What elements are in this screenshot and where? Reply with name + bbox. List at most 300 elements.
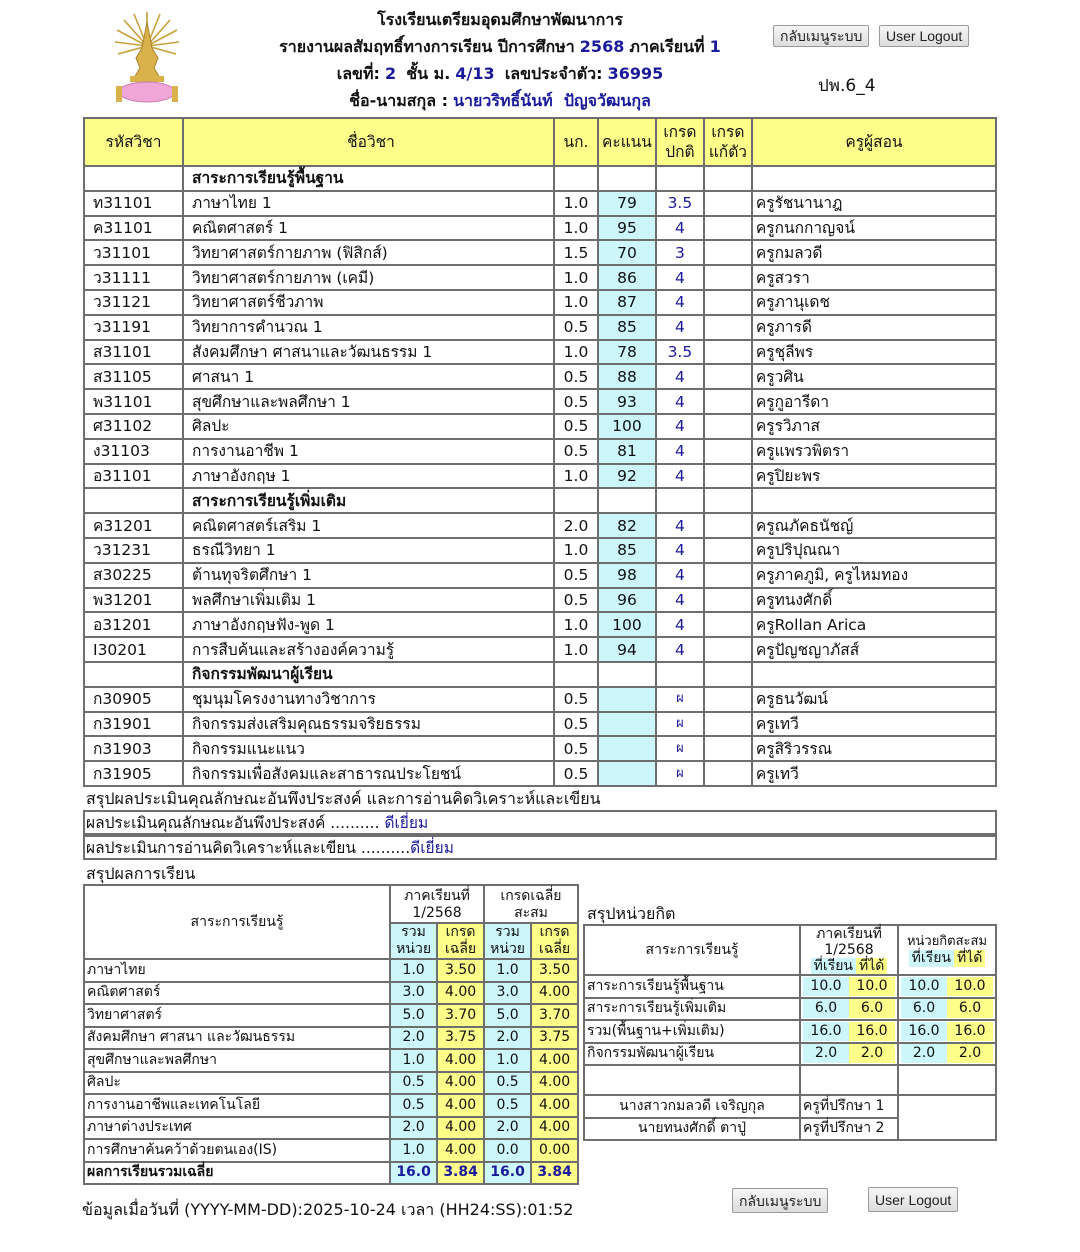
summary-title: สรุปผลการเรียน bbox=[86, 864, 196, 883]
course-credits: 0.5 bbox=[554, 389, 598, 414]
credits-cum-earned: 10.0 bbox=[947, 977, 993, 996]
course-retake-grade bbox=[704, 216, 752, 241]
course-row bbox=[84, 588, 996, 613]
summary-cum-units: 1.0 bbox=[484, 1049, 531, 1072]
summary-subject: การงานอาชีพและเทคโนโลยี bbox=[84, 1094, 390, 1117]
summary-sem-gpa: 4.00 bbox=[437, 1139, 484, 1162]
col-grade-normal: เกรด ปกติ bbox=[656, 118, 704, 166]
course-retake-grade bbox=[704, 290, 752, 315]
course-score: 94 bbox=[598, 637, 656, 662]
course-score: 98 bbox=[598, 563, 656, 588]
course-row bbox=[84, 240, 996, 265]
credits-cum-enrolled: 2.0 bbox=[901, 1044, 947, 1063]
course-teacher: ครูรัชนานาฎ bbox=[752, 191, 996, 216]
course-credits: 1.0 bbox=[554, 612, 598, 637]
course-credits: 1.5 bbox=[554, 240, 598, 265]
course-grade: 3 bbox=[656, 240, 704, 265]
credits-sem-earned: 10.0 bbox=[849, 977, 895, 996]
group-header-row bbox=[84, 488, 996, 513]
course-retake-grade bbox=[704, 687, 752, 712]
course-retake-grade bbox=[704, 191, 752, 216]
course-retake-grade bbox=[704, 712, 752, 737]
course-retake-grade bbox=[704, 513, 752, 538]
course-credits: 1.0 bbox=[554, 191, 598, 216]
credits-subject: สาระการเรียนรู้เพิ่มเติม bbox=[584, 998, 800, 1021]
course-credits: 1.0 bbox=[554, 265, 598, 290]
course-teacher: ครูแพรวพิตรา bbox=[752, 439, 996, 464]
course-credits: 1.0 bbox=[554, 340, 598, 365]
course-grade: 4 bbox=[656, 389, 704, 414]
group-title: กิจกรรมพัฒนาผู้เรียน bbox=[183, 662, 554, 687]
course-teacher: ครูกนกกาญจน์ bbox=[752, 216, 996, 241]
course-name: คณิตศาสตร์ 1 bbox=[183, 216, 554, 241]
summary-sem-units: 1.0 bbox=[390, 959, 437, 982]
school-name: โรงเรียนเตรียมอุดมศึกษาพัฒนาการ bbox=[377, 10, 623, 29]
col-credits: นก. bbox=[554, 118, 598, 166]
course-row bbox=[84, 464, 996, 489]
course-code: ค31201 bbox=[84, 513, 183, 538]
course-credits: 0.5 bbox=[554, 364, 598, 389]
credits-cum-enrolled: 16.0 bbox=[901, 1022, 947, 1041]
course-retake-grade bbox=[704, 389, 752, 414]
course-row bbox=[84, 315, 996, 340]
credits-sem-enrolled: 16.0 bbox=[803, 1022, 849, 1041]
summary-subject: การศึกษาค้นคว้าด้วยตนเอง(IS) bbox=[84, 1139, 390, 1162]
course-teacher: ครูสิริวรรณ bbox=[752, 736, 996, 761]
course-code: ศ31102 bbox=[84, 414, 183, 439]
course-grade: 4 bbox=[656, 216, 704, 241]
summary-subject: คณิตศาสตร์ bbox=[84, 982, 390, 1005]
summary-sem-units: 1.0 bbox=[390, 1139, 437, 1162]
course-retake-grade bbox=[704, 538, 752, 563]
summary-sem-units: 5.0 bbox=[390, 1004, 437, 1027]
summary-row bbox=[84, 1117, 578, 1140]
course-name: ศิลปะ bbox=[183, 414, 554, 439]
course-score bbox=[598, 687, 656, 712]
course-score: 93 bbox=[598, 389, 656, 414]
summary-cum-units: 2.0 bbox=[484, 1027, 531, 1050]
summary-cum-gpa: 4.00 bbox=[531, 1072, 578, 1095]
course-grade: ผ bbox=[656, 736, 704, 761]
course-code: อ31201 bbox=[84, 612, 183, 637]
course-grade: 4 bbox=[656, 612, 704, 637]
summary-sub-cum-units: รวม หน่วย bbox=[484, 923, 531, 959]
course-grade: ผ bbox=[656, 687, 704, 712]
summary-sem-units: 3.0 bbox=[390, 982, 437, 1005]
course-credits: 0.5 bbox=[554, 315, 598, 340]
student-name: นายวริทธิ์นันท์ ปัญจวัฒนกุล bbox=[453, 91, 651, 110]
student-class: 4/13 bbox=[455, 64, 495, 83]
course-code: ส31105 bbox=[84, 364, 183, 389]
summary-sem-gpa: 3.75 bbox=[437, 1027, 484, 1050]
course-retake-grade bbox=[704, 240, 752, 265]
course-score: 88 bbox=[598, 364, 656, 389]
course-code: ง31103 bbox=[84, 439, 183, 464]
course-retake-grade bbox=[704, 563, 752, 588]
course-name: ธรณีวิทยา 1 bbox=[183, 538, 554, 563]
course-teacher: ครูกมลวดี bbox=[752, 240, 996, 265]
credits-sem-enrolled: 10.0 bbox=[803, 977, 849, 996]
course-score: 78 bbox=[598, 340, 656, 365]
course-name: วิทยาศาสตร์ชีวภาพ bbox=[183, 290, 554, 315]
course-name: ภาษาอังกฤษ 1 bbox=[183, 464, 554, 489]
grades-table-header bbox=[84, 118, 996, 166]
course-code: ค31101 bbox=[84, 216, 183, 241]
data-timestamp: ข้อมูลเมื่อวันที่ (YYYY-MM-DD):2025-10-24 เวลา (HH24:SS):01:52 bbox=[82, 1200, 574, 1219]
course-teacher: ครูวศิน bbox=[752, 364, 996, 389]
course-retake-grade bbox=[704, 464, 752, 489]
summary-subject: วิทยาศาสตร์ bbox=[84, 1004, 390, 1027]
summary-sem-gpa: 4.00 bbox=[437, 1117, 484, 1140]
credits-sem-enrolled: 6.0 bbox=[803, 999, 849, 1018]
credits-sem-earned: 6.0 bbox=[849, 999, 895, 1018]
course-teacher: ครูทนงศักดิ์ bbox=[752, 588, 996, 613]
credits-summary-title: สรุปหน่วยกิต bbox=[587, 904, 676, 923]
credits-cum-earned: 2.0 bbox=[947, 1044, 993, 1063]
course-teacher: ครูธนวัฒน์ bbox=[752, 687, 996, 712]
evaluation-section-title: สรุปผลประเมินคุณลักษณะอันพึงประสงค์ และการอ่านคิดวิเคราะห์และเขียน bbox=[86, 789, 601, 808]
summary-cum-gpa: 3.75 bbox=[531, 1027, 578, 1050]
course-teacher: ครูณภัคธนัชญ์ bbox=[752, 513, 996, 538]
course-code: ก30905 bbox=[84, 687, 183, 712]
course-score: 79 bbox=[598, 191, 656, 216]
course-retake-grade bbox=[704, 736, 752, 761]
credits-cum-earned: 6.0 bbox=[947, 999, 993, 1018]
course-code: ว31111 bbox=[84, 265, 183, 290]
course-grade: ผ bbox=[656, 761, 704, 786]
course-name: กิจกรรมเพื่อสังคมและสาธารณประโยชน์ bbox=[183, 761, 554, 786]
course-name: ชุมนุมโครงงานทางวิชาการ bbox=[183, 687, 554, 712]
course-row bbox=[84, 712, 996, 737]
course-name: กิจกรรมแนะแนว bbox=[183, 736, 554, 761]
summary-sem-gpa: 4.00 bbox=[437, 1094, 484, 1117]
credits-cum-enrolled: 10.0 bbox=[901, 977, 947, 996]
course-retake-grade bbox=[704, 761, 752, 786]
course-grade: 4 bbox=[656, 637, 704, 662]
credits-sem-enrolled: 2.0 bbox=[803, 1044, 849, 1063]
course-code: ส30225 bbox=[84, 563, 183, 588]
course-retake-grade bbox=[704, 439, 752, 464]
summary-sub-cum-gpa: เกรด เฉลี่ย bbox=[531, 923, 578, 959]
course-code: ว31191 bbox=[84, 315, 183, 340]
course-grade: 4 bbox=[656, 315, 704, 340]
course-score: 85 bbox=[598, 315, 656, 340]
course-grade: 4 bbox=[656, 265, 704, 290]
course-name: ภาษาอังกฤษฟัง-พูด 1 bbox=[183, 612, 554, 637]
course-grade: 4 bbox=[656, 290, 704, 315]
summary-col-cumulative: เกรดเฉลี่ย สะสม bbox=[484, 885, 578, 923]
course-credits: 2.0 bbox=[554, 513, 598, 538]
course-teacher: ครูปัญชญาภัสส์ bbox=[752, 637, 996, 662]
desired-characteristics-value: ดีเยี่ยม bbox=[379, 814, 429, 832]
course-score: 100 bbox=[598, 612, 656, 637]
course-name: ภาษาไทย 1 bbox=[183, 191, 554, 216]
summary-cum-gpa: 4.00 bbox=[531, 982, 578, 1005]
course-row bbox=[84, 265, 996, 290]
summary-cum-units: 1.0 bbox=[484, 959, 531, 982]
summary-total-row: ผลการเรียนรวมเฉลี่ย 16.0 3.84 16.0 3.84 bbox=[84, 1162, 578, 1185]
course-row bbox=[84, 736, 996, 761]
course-score: 100 bbox=[598, 414, 656, 439]
footer-user-logout-button[interactable]: User Logout bbox=[868, 1187, 958, 1212]
course-score: 81 bbox=[598, 439, 656, 464]
course-score: 85 bbox=[598, 538, 656, 563]
col-name: ชื่อวิชา bbox=[183, 118, 554, 166]
summary-row bbox=[84, 1094, 578, 1117]
course-grade: 3.5 bbox=[656, 340, 704, 365]
course-retake-grade bbox=[704, 637, 752, 662]
credits-row bbox=[584, 975, 996, 998]
course-credits: 0.5 bbox=[554, 588, 598, 613]
course-credits: 1.0 bbox=[554, 637, 598, 662]
course-row bbox=[84, 340, 996, 365]
course-row bbox=[84, 414, 996, 439]
course-score bbox=[598, 712, 656, 737]
summary-sem-units: 2.0 bbox=[390, 1027, 437, 1050]
credits-blank-row bbox=[584, 1065, 996, 1095]
summary-cum-gpa: 4.00 bbox=[531, 1049, 578, 1072]
course-credits: 1.0 bbox=[554, 216, 598, 241]
summary-cum-units: 2.0 bbox=[484, 1117, 531, 1140]
course-name: ศาสนา 1 bbox=[183, 364, 554, 389]
course-grade: 4 bbox=[656, 464, 704, 489]
course-code: ว31121 bbox=[84, 290, 183, 315]
credits-subject: รวม(พื้นฐาน+เพิ่มเติม) bbox=[584, 1020, 800, 1043]
course-credits: 0.5 bbox=[554, 736, 598, 761]
credits-subject: สาระการเรียนรู้พื้นฐาน bbox=[584, 975, 800, 998]
course-name: วิทยาการคำนวณ 1 bbox=[183, 315, 554, 340]
course-row bbox=[84, 216, 996, 241]
course-code: ก31901 bbox=[84, 712, 183, 737]
summary-row bbox=[84, 1027, 578, 1050]
course-code: ก31905 bbox=[84, 761, 183, 786]
back-to-menu-button[interactable]: กลับเมนูระบบ bbox=[773, 25, 869, 47]
summary-sem-gpa: 3.70 bbox=[437, 1004, 484, 1027]
course-credits: 0.5 bbox=[554, 414, 598, 439]
summary-sem-gpa: 4.00 bbox=[437, 982, 484, 1005]
summary-cum-gpa: 4.00 bbox=[531, 1117, 578, 1140]
academic-year: 2568 bbox=[579, 37, 625, 56]
course-code: ว31231 bbox=[84, 538, 183, 563]
summary-cum-units: 3.0 bbox=[484, 982, 531, 1005]
course-grade: 3.5 bbox=[656, 191, 704, 216]
student-number: 2 bbox=[384, 64, 397, 83]
summary-subject: ภาษาต่างประเทศ bbox=[84, 1117, 390, 1140]
summary-sem-gpa: 4.00 bbox=[437, 1049, 484, 1072]
course-score: 95 bbox=[598, 216, 656, 241]
course-code: พ31101 bbox=[84, 389, 183, 414]
summary-cum-gpa: 3.70 bbox=[531, 1004, 578, 1027]
course-teacher: ครูรวิภาส bbox=[752, 414, 996, 439]
group-header-row bbox=[84, 166, 996, 191]
course-name: การสืบค้นและสร้างองค์ความรู้ bbox=[183, 637, 554, 662]
group-title: สาระการเรียนรู้เพิ่มเติม bbox=[183, 488, 554, 513]
report-title: รายงานผลสัมฤทธิ์ทางการเรียน ปีการศึกษา 2568 ภาคเรียนที่ 1 bbox=[279, 37, 721, 56]
course-name: สุขศึกษาและพลศึกษา 1 bbox=[183, 389, 554, 414]
student-name-line: ชื่อ-นามสกุล : นายวริทธิ์นันท์ ปัญจวัฒนกุล bbox=[349, 91, 651, 110]
course-credits: 1.0 bbox=[554, 464, 598, 489]
course-teacher: ครูภานุเดช bbox=[752, 290, 996, 315]
student-id: 36995 bbox=[607, 64, 664, 83]
course-teacher: ครูกูอารีดา bbox=[752, 389, 996, 414]
course-score: 96 bbox=[598, 588, 656, 613]
col-grade-retake: เกรด แก้ตัว bbox=[704, 118, 752, 166]
summary-cum-gpa: 3.50 bbox=[531, 959, 578, 982]
course-grade: 4 bbox=[656, 563, 704, 588]
course-retake-grade bbox=[704, 588, 752, 613]
course-score: 87 bbox=[598, 290, 656, 315]
summary-subject: สุขศึกษาและพลศึกษา bbox=[84, 1049, 390, 1072]
course-code: อ31101 bbox=[84, 464, 183, 489]
course-retake-grade bbox=[704, 265, 752, 290]
course-retake-grade bbox=[704, 315, 752, 340]
credits-cum-earned: 16.0 bbox=[947, 1022, 993, 1041]
course-score: 86 bbox=[598, 265, 656, 290]
summary-col-subject: สาระการเรียนรู้ bbox=[84, 885, 390, 959]
credits-sem-earned: 2.0 bbox=[849, 1044, 895, 1063]
group-header-row bbox=[84, 662, 996, 687]
summary-cum-gpa: 0.00 bbox=[531, 1139, 578, 1162]
course-row bbox=[84, 538, 996, 563]
course-row bbox=[84, 364, 996, 389]
course-grade: ผ bbox=[656, 712, 704, 737]
summary-subject: ภาษาไทย bbox=[84, 959, 390, 982]
form-code: ปพ.6_4 bbox=[818, 76, 876, 96]
summary-cum-units: 5.0 bbox=[484, 1004, 531, 1027]
col-teacher: ครูผู้สอน bbox=[752, 118, 996, 166]
reading-writing-value: ดีเยี่ยม bbox=[410, 839, 454, 857]
summary-cum-units: 0.5 bbox=[484, 1072, 531, 1095]
course-teacher: ครูสวรา bbox=[752, 265, 996, 290]
course-grade: 4 bbox=[656, 588, 704, 613]
course-retake-grade bbox=[704, 340, 752, 365]
credits-row bbox=[584, 998, 996, 1021]
col-code: รหัสวิชา bbox=[84, 118, 183, 166]
course-teacher: ครูปิยะพร bbox=[752, 464, 996, 489]
credits-col-cumulative: หน่วยกิตสะสม ที่เรียน ที่ได้ bbox=[898, 925, 996, 975]
summary-sem-gpa: 3.50 bbox=[437, 959, 484, 982]
group-title: สาระการเรียนรู้พื้นฐาน bbox=[183, 166, 554, 191]
advisor-row-1: นางสาวกมลวดี เจริญกุล ครูที่ปรึกษา 1 bbox=[584, 1095, 996, 1118]
course-code: I30201 bbox=[84, 637, 183, 662]
course-score bbox=[598, 736, 656, 761]
credits-cum-enrolled: 6.0 bbox=[901, 999, 947, 1018]
student-info: เลขที่: 2 ชั้น ม. 4/13 เลขประจำตัว: 36995 bbox=[336, 64, 664, 83]
course-teacher: ครูปริปุณณา bbox=[752, 538, 996, 563]
course-row bbox=[84, 687, 996, 712]
summary-row bbox=[84, 1004, 578, 1027]
credits-row bbox=[584, 1043, 996, 1066]
course-row bbox=[84, 389, 996, 414]
summary-col-semester: ภาคเรียนที่ 1/2568 bbox=[390, 885, 484, 923]
user-logout-button[interactable]: User Logout bbox=[879, 25, 969, 47]
credits-col-semester: ภาคเรียนที่ 1/2568 ที่เรียน ที่ได้ bbox=[800, 925, 898, 975]
credits-subject: กิจกรรมพัฒนาผู้เรียน bbox=[584, 1043, 800, 1066]
course-row bbox=[84, 612, 996, 637]
credits-sem-earned: 16.0 bbox=[849, 1022, 895, 1041]
course-grade: 4 bbox=[656, 513, 704, 538]
credits-row bbox=[584, 1020, 996, 1043]
summary-cum-units: 0.5 bbox=[484, 1094, 531, 1117]
course-credits: 0.5 bbox=[554, 761, 598, 786]
course-grade: 4 bbox=[656, 364, 704, 389]
course-name: กิจกรรมส่งเสริมคุณธรรมจริยธรรม bbox=[183, 712, 554, 737]
course-teacher: ครูเทวี bbox=[752, 761, 996, 786]
course-grade: 4 bbox=[656, 439, 704, 464]
course-teacher: ครูเทวี bbox=[752, 712, 996, 737]
summary-row bbox=[84, 982, 578, 1005]
summary-sem-gpa: 4.00 bbox=[437, 1072, 484, 1095]
semester: 1 bbox=[709, 37, 721, 56]
course-code: ว31101 bbox=[84, 240, 183, 265]
course-row bbox=[84, 513, 996, 538]
course-row bbox=[84, 439, 996, 464]
summary-subject: สังคมศึกษา ศาสนา และวัฒนธรรม bbox=[84, 1027, 390, 1050]
course-row bbox=[84, 290, 996, 315]
course-teacher: ครูRollan Arica bbox=[752, 612, 996, 637]
course-teacher: ครูภารดี bbox=[752, 315, 996, 340]
course-teacher: ครูภาคภูมิ, ครูไหมทอง bbox=[752, 563, 996, 588]
desired-characteristics-row: ผลประเมินคุณลักษณะอันพึงประสงค์ .......... ดีเยี่ยม bbox=[83, 810, 997, 835]
course-retake-grade bbox=[704, 414, 752, 439]
course-name: วิทยาศาสตร์กายภาพ (ฟิสิกส์) bbox=[183, 240, 554, 265]
course-teacher: ครูชุลีพร bbox=[752, 340, 996, 365]
summary-row bbox=[84, 1049, 578, 1072]
credits-col-subject: สาระการเรียนรู้ bbox=[584, 925, 800, 975]
course-credits: 0.5 bbox=[554, 563, 598, 588]
course-name: วิทยาศาสตร์กายภาพ (เคมี) bbox=[183, 265, 554, 290]
school-logo bbox=[112, 8, 182, 110]
course-code: ส31101 bbox=[84, 340, 183, 365]
course-score bbox=[598, 761, 656, 786]
grades-table bbox=[83, 117, 997, 787]
course-row bbox=[84, 563, 996, 588]
course-score: 82 bbox=[598, 513, 656, 538]
course-name: การงานอาชีพ 1 bbox=[183, 439, 554, 464]
summary-cum-gpa: 4.00 bbox=[531, 1094, 578, 1117]
course-grade: 4 bbox=[656, 538, 704, 563]
course-code: ก31903 bbox=[84, 736, 183, 761]
summary-sem-units: 1.0 bbox=[390, 1049, 437, 1072]
footer-back-to-menu-button[interactable]: กลับเมนูระบบ bbox=[732, 1188, 828, 1213]
course-credits: 0.5 bbox=[554, 687, 598, 712]
summary-row bbox=[84, 1072, 578, 1095]
credits-summary-table bbox=[583, 924, 997, 1141]
phra-kiao-emblem-icon bbox=[112, 8, 182, 110]
course-name: พลศึกษาเพิ่มเติม 1 bbox=[183, 588, 554, 613]
summary-sem-units: 0.5 bbox=[390, 1094, 437, 1117]
course-row bbox=[84, 637, 996, 662]
reading-writing-row: ผลประเมินการอ่านคิดวิเคราะห์และเขียน ..........ดีเยี่ยม bbox=[83, 835, 997, 860]
course-grade: 4 bbox=[656, 414, 704, 439]
course-credits: 0.5 bbox=[554, 712, 598, 737]
course-score: 70 bbox=[598, 240, 656, 265]
summary-subject: ศิลปะ bbox=[84, 1072, 390, 1095]
course-name: สังคมศึกษา ศาสนาและวัฒนธรรม 1 bbox=[183, 340, 554, 365]
summary-row bbox=[84, 959, 578, 982]
summary-sub-sem-units: รวม หน่วย bbox=[390, 923, 437, 959]
course-retake-grade bbox=[704, 364, 752, 389]
course-row bbox=[84, 761, 996, 786]
course-credits: 0.5 bbox=[554, 439, 598, 464]
summary-sub-sem-gpa: เกรด เฉลี่ย bbox=[437, 923, 484, 959]
summary-row bbox=[84, 1139, 578, 1162]
summary-cum-units: 0.0 bbox=[484, 1139, 531, 1162]
summary-table bbox=[83, 884, 579, 1185]
course-code: ท31101 bbox=[84, 191, 183, 216]
course-row bbox=[84, 191, 996, 216]
summary-sem-units: 2.0 bbox=[390, 1117, 437, 1140]
